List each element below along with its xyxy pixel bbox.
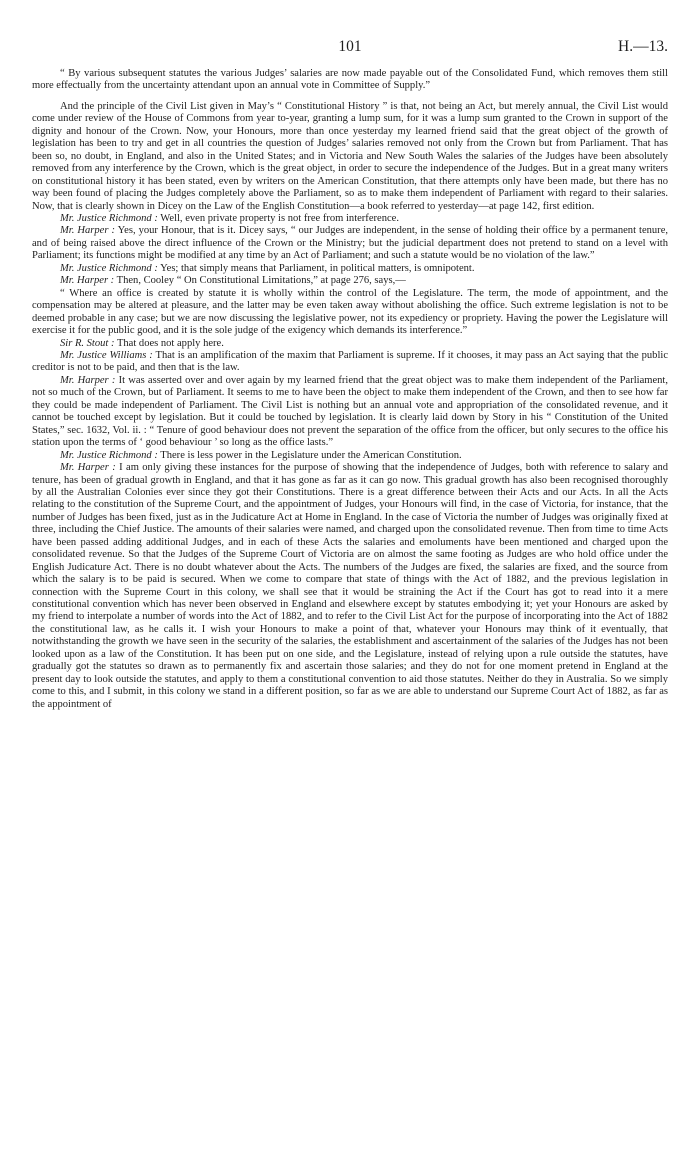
paragraph-text: Yes, your Honour, that is it. Dicey says, “ our Judges are independent, in the sense of holding their office by a permanent tenure, and of being raised above the direct influence of the Crown or the Ministry; but the judicial department does not pretend to stand on a level with Parliament; its functions might be modified at any time by an Act of Parliament; and such a statute would be no violation of the law.” (32, 225, 669, 262)
paragraph (32, 68, 668, 93)
speaker-name: Mr. Justice Richmond : (60, 212, 158, 224)
paragraph (32, 101, 668, 213)
paragraph (32, 263, 668, 275)
paragraph (32, 350, 668, 375)
speaker-name: Sir R. Stout : (60, 337, 115, 349)
speaker-name: Mr. Harper : (60, 462, 116, 474)
speaker-name: Mr. Justice Richmond : (60, 262, 158, 274)
page-header (32, 38, 668, 68)
paragraph (32, 375, 668, 450)
body-text (32, 68, 668, 711)
speaker-name: Mr. Justice Williams : (60, 349, 153, 361)
paragraph (32, 213, 668, 225)
speaker-name: Mr. Justice Richmond : (60, 449, 158, 461)
paragraph (32, 462, 668, 711)
paragraph (32, 275, 668, 287)
paragraph-text: There is less power in the Legislature under the American Constitution. (160, 449, 462, 461)
paragraph-text: That does not apply here. (116, 337, 224, 349)
paragraph-text: “ Where an office is created by statute it is wholly within the control of the Legislature. The term, the mode of appointment, and the compensation may be altered at pleasure, and the latter may be even taken away without abolishing the office. Such extreme legislation is not to be deemed probable in any case; but we are now discussing the legislative power, not its expediency or propriety. Having the power the Legislature will exercise it for the public good, and it is the sole judge of the exigency which demands its interference.” (32, 287, 668, 337)
paragraph-text: And the principle of the Civil List given in May’s “ Constitutional History ” is that, not being an Act, but merely annual, the Civil List would come under review of the House of Commons from year to-year, granting a lump sum, for it was a lump sum granted to the Crown in support of the dignity and honour of the Crown. Now, your Honours, more than once yesterday my learned friend said that the great object of the growth of legislation has been to try and get in all countries the question of Judges’ salaries removed not only from the Crown but from Parliament. That has been so, no doubt, in England, and also in the United States; and in Victoria and New South Wales the salaries of the Judges have been absolutely removed from any interference by the Crown, which is the great object, in order to secure the independence of the Judges. But in a great many writers on constitutional history it has been stated, even by writers on the American Constitution, that there attempts only have been made, but there has no way been found of placing the Judges completely above the Parliament, so as to make them independent of Parliament with regard to their salaries. Now, that is clearly shown in Dicey on the Law of the English Constitution—a book referred to yesterday—at page 142, first edition. (32, 100, 668, 212)
document-reference: H.—13. (618, 38, 668, 55)
paragraph-text: “ By various subsequent statutes the various Judges’ salaries are now made payable out of the Consolidated Fund, which removes them still more effectually from the uncertainty attendant upon an annual vote in Committee of Supply.” (32, 68, 668, 92)
paragraph-text: Then, Cooley “ On Constitutional Limitations,” at page 276, says,— (116, 275, 406, 287)
speaker-name: Mr. Harper : (60, 225, 115, 237)
paragraph (32, 288, 668, 338)
speaker-name: Mr. Harper : (60, 275, 115, 287)
speaker-name: Mr. Harper : (60, 374, 116, 386)
page-number: 101 (338, 38, 362, 55)
paragraph-text: It was asserted over and over again by my learned friend that the great object was to make them independent of the Parliament, not so much of the Crown, but of Parliament. It seems to me to have been the object to make them independent of the Crown, and then to see how far they could be made independent of Parliament. The Civil List is nothing but an annual vote and appropriation of the consolidated revenue, and it cannot be touched except by legislation. But it could be touched by legislation. It is clearly laid down by Story in his “ Constitution of the United States,” sec. 1632, Vol. ii. : “ Tenure of good behaviour does not prevent the separation of the office from the officer, but only secures to the office his station upon the terms of ‘ good behaviour ’ so long as the office lasts.” (32, 374, 668, 449)
paragraph-text: I am only giving these instances for the purpose of showing that the independence of Judges, both with reference to salary and tenure, has been of gradual growth in England, and that it has gone as far as it can go now. This gradual growth has also been recognised thoroughly by all the Australian Colonies ever since they got their Constitutions. There is a great difference between their Acts and our Acts. In all the Acts relating to the constitution of the Supreme Court, and the appointment of Judges, your Honours will find, in the case of Victoria, for instance, that the number of Judges has been fixed, just as in the Judicature Act at Home in England. In the case of Victoria the number of Judges was originally fixed at three, including the Chief Justice. The amounts of their salaries were named, and charged upon the consolidated revenue. Then from time to time Acts have been passed adding additional Judges, and in each of these Acts the salaries and emoluments have been mentioned and charged upon the consolidated revenue. So that the Judges of the Supreme Court of Victoria are on almost the same footing as Judges are who hold office under the English Judicature Act. There is no doubt whatever about the Acts. The numbers of the Judges are fixed, the salaries are fixed, and the source from which the salary is to be paid is secured. When we come to compare that state of things with the Act of 1882, and the previous legislation in connection with the Supreme Court in this colony, we shall see that it would be straining the Act if the Court has got to read into it a mere constitutional convention which has never been observed in England and elsewhere except by statutes embodying it; yet your Honours are asked by my friend to interpolate a number of words into the Act of 1882, and to refer to the Civil List Act for the purpose of incorporating into the Act of 1882 the constitutional law, as he calls it. I wish your Honours to make a point of that, whatever your Honours may think of it eventually, that notwithstanding the growth we have seen in the security of the salaries, the establishment and ascertainment of the salaries of the Judges has not been looked upon as a law of the Constitution. It has been put on one side, and the Legislature, instead of relying upon a rule outside the statutes, have gradually got the statutes so drawn as to permanently fix and ascertain those salaries; and they do not for one moment pretend in England at the present day to look outside the statutes, and apply to them a constitutional convention to aid those statutes. Neither do they in Australia. So we simply come to this, and I submit, in this colony we stand in a different position, so far as we are able to understand our Supreme Court Act of 1882, as far as the appointment of (32, 462, 668, 710)
paragraph (32, 338, 668, 350)
paragraph-text: Well, even private property is not free from interference. (160, 212, 399, 224)
paragraph-text: That is an amplification of the maxim that Parliament is supreme. If it chooses, it may pass an Act saying that the public creditor is not to be paid, and then that is the law. (32, 349, 668, 374)
paragraph (32, 450, 668, 462)
paragraph (32, 225, 668, 262)
paragraph-text: Yes; that simply means that Parliament, in political matters, is omnipotent. (160, 262, 475, 274)
